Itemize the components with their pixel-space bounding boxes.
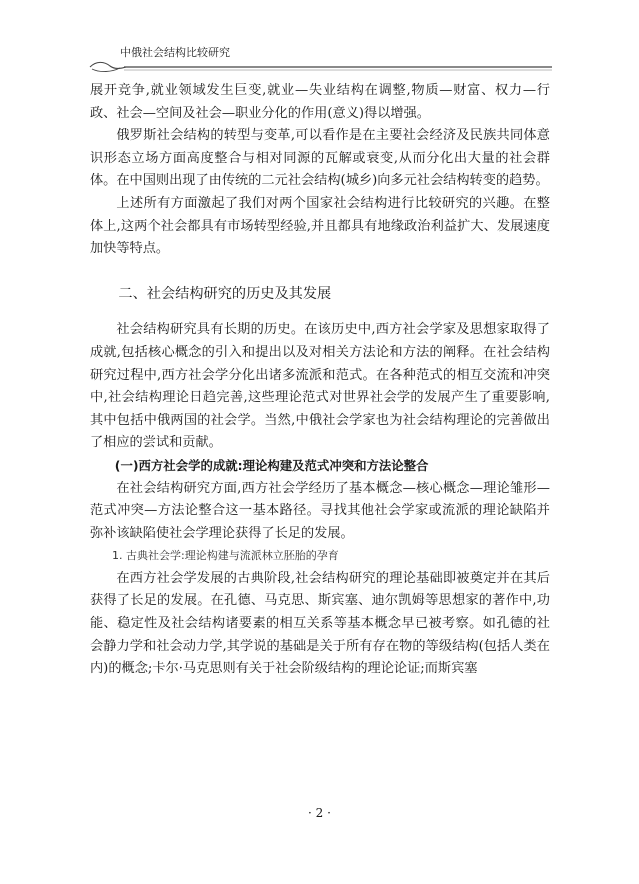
body-paragraph: 社会结构研究具有长期的历史。在该历史中,西方社会学家及思想家取得了成就,包括核心概念的引入和提出以及对相关方法论和方法的阐释。在社会结构研究过程中,西方社会学分化出诸多流派和范式。在各种范式的相互交流和冲突中,社会结构理论日趋完善,这些理论范式对世界社会学的发展产生了重要影响,其中包括中俄两国的社会学。当然,中俄社会学家也为社会结构理论的完善做出了相应的尝试和贡献。 <box>90 322 550 451</box>
body-paragraph: 在西方社会学发展的古典阶段,社会结构研究的理论基础即被奠定并在其后获得了长足的发展。在孔德、马克思、斯宾塞、迪尔凯姆等思想家的著作中,功能、稳定性及社会结构诸要素的相互关系等基本概念早已被考察。如孔德的社会静力学和社会动力学,其学说的基础是关于所有存在物的等级结构(包括人类在内)的概念;卡尔·马克思则有关于社会阶级结构的理论论证;而斯宾塞 <box>90 570 550 677</box>
section-heading: 二、社会结构研究的历史及其发展 <box>118 285 332 302</box>
page-number: · 2 · <box>308 806 331 820</box>
subsection-heading: (一)西方社会学的成就:理论构建及范式冲突和方法论整合 <box>114 457 429 473</box>
running-header-title: 中俄社会结构比较研究 <box>120 46 230 59</box>
body-paragraph: 俄罗斯社会结构的转型与变革,可以看作是在主要社会经济及民族共同体意识形态立场方面高度整合与相对同源的瓦解或衰变,从而分化出大量的社会群体。在中国则出现了由传统的二元社会结构(城乡)向多元社会结构转变的趋势。 <box>90 128 550 189</box>
header-ornament-icon <box>86 60 556 74</box>
body-paragraph-continuation: 展开竞争,就业领域发生巨变,就业—失业结构在调整,物质—财富、权力—行政、社会—空间及社会—职业分化的作用(意义)得以增强。 <box>90 83 550 121</box>
body-paragraph: 上述所有方面激起了我们对两个国家社会结构进行比较研究的兴趣。在整体上,这两个社会都具有市场转型经验,并且都具有地缘政治利益扩大、发展速度加快等特点。 <box>90 195 550 257</box>
body-paragraph: 在社会结构研究方面,西方社会学经历了基本概念—核心概念—理论雏形—范式冲突—方法论整合这一基本路径。寻找其他社会学家或流派的理论缺陷并弥补该缺陷使社会学理论获得了长足的发展。 <box>90 480 550 541</box>
page-body <box>90 80 550 681</box>
subsubsection-heading: 1. 古典社会学:理论构建与流派林立胚胎的孕育 <box>112 549 339 563</box>
